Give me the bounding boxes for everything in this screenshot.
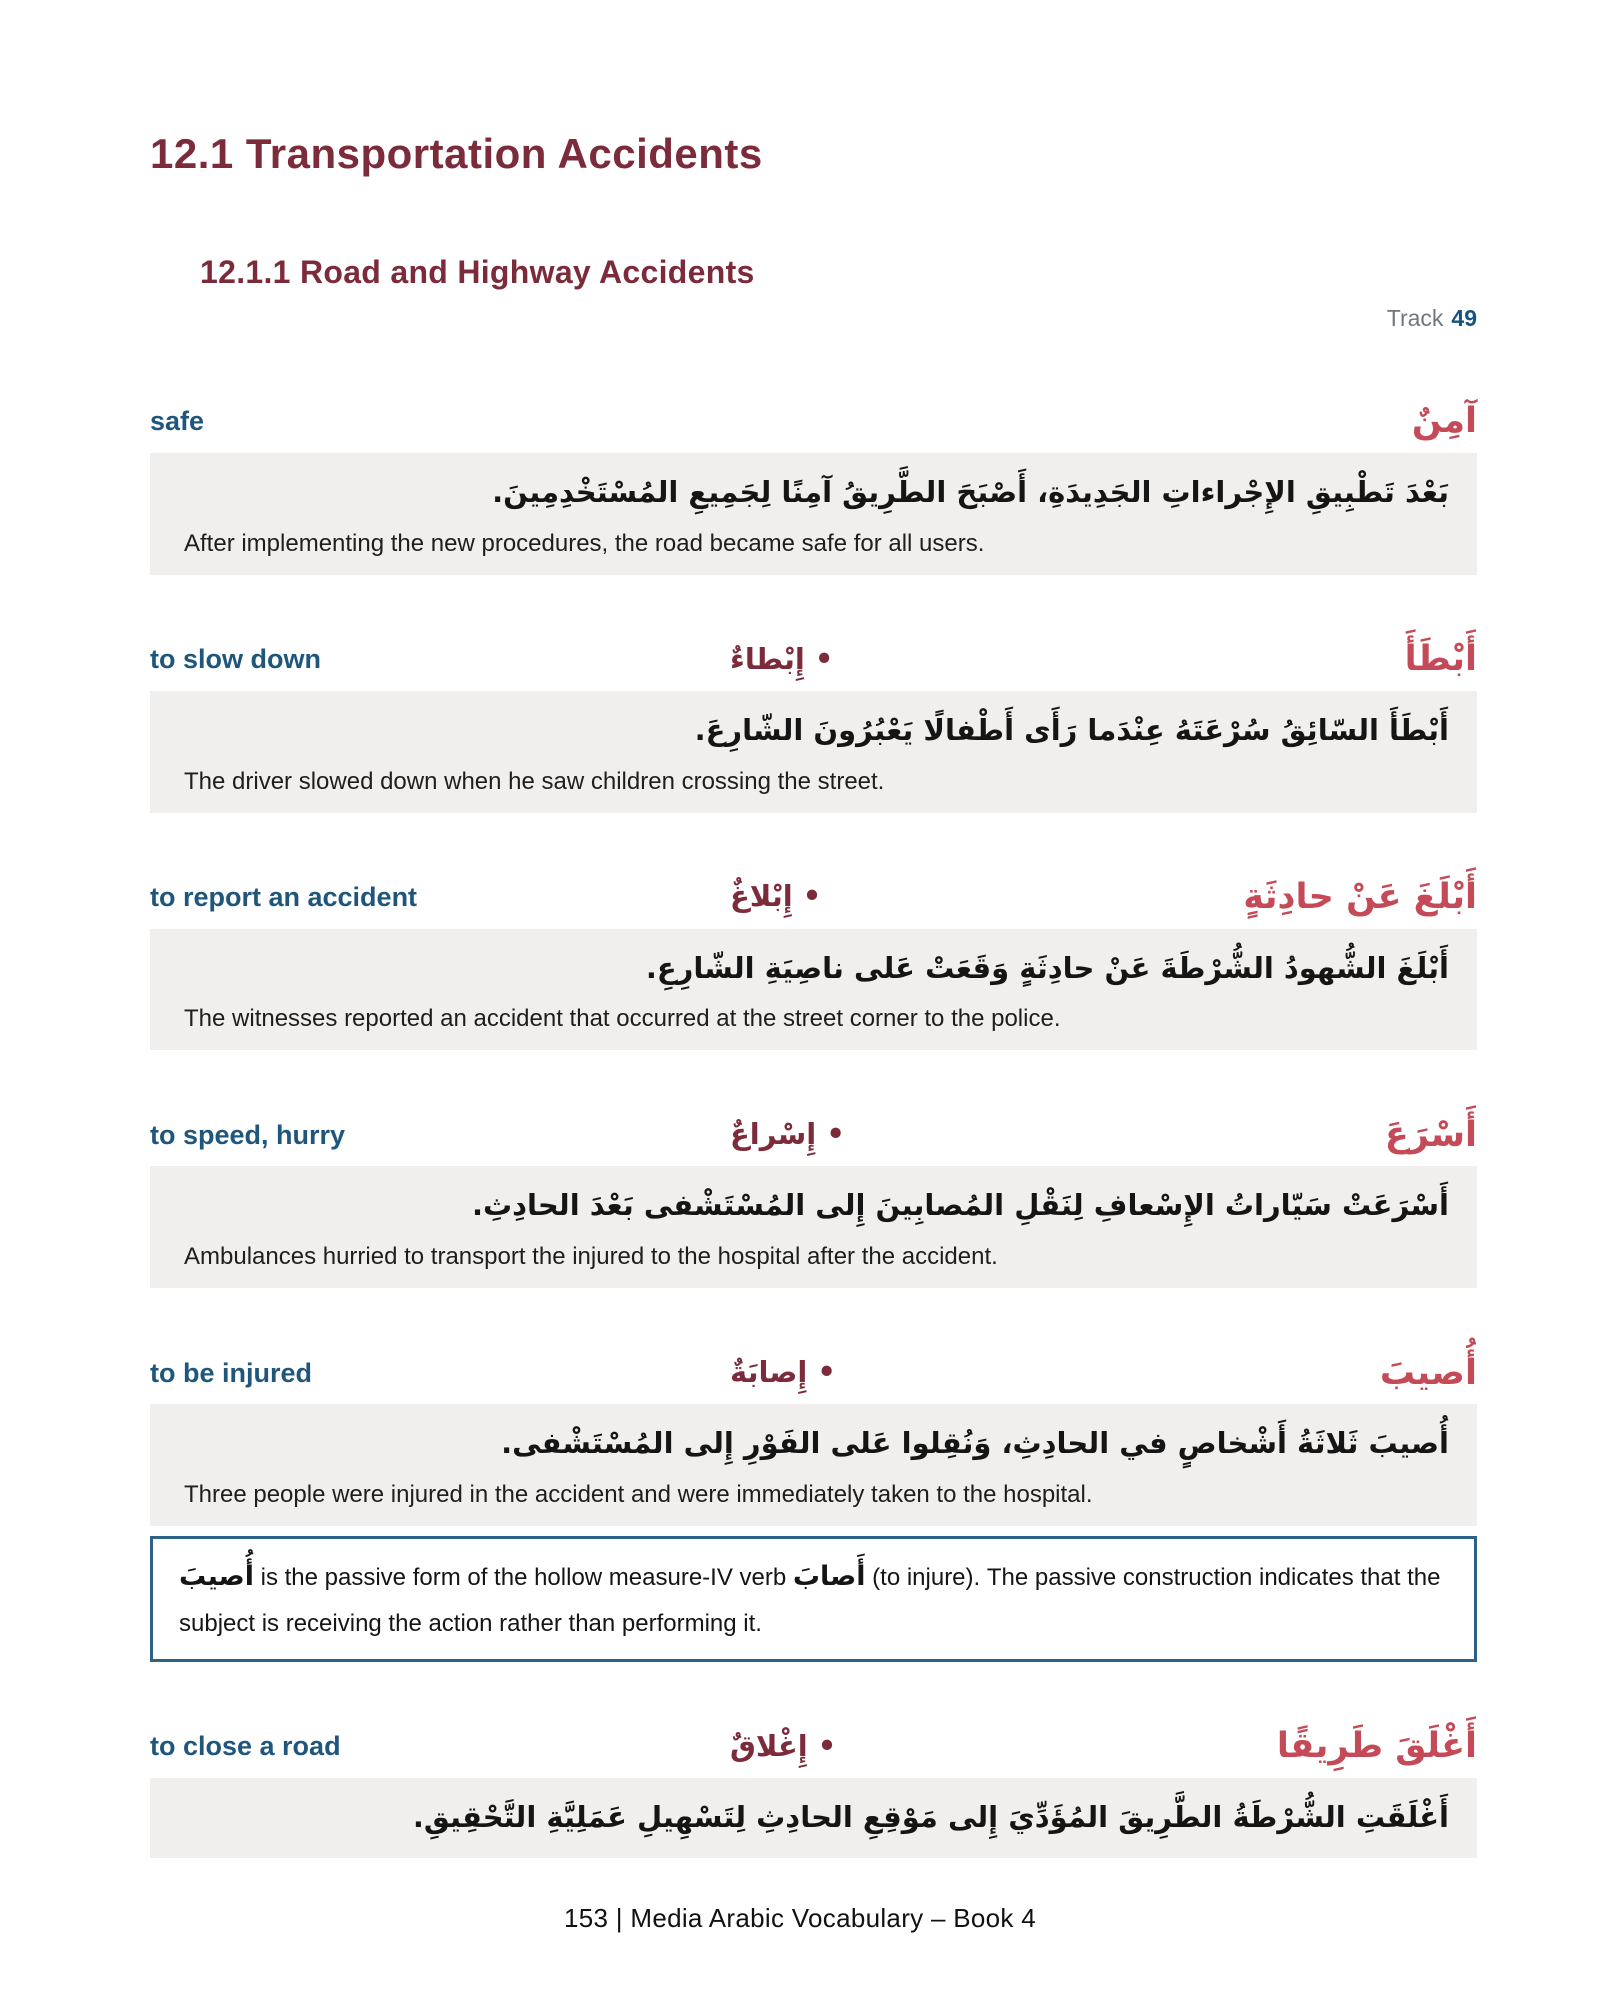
example-box xyxy=(150,929,1477,1051)
grammar-note xyxy=(150,1536,1477,1662)
vocab-entry xyxy=(150,843,1477,1051)
headword-arabic: أَغْلَقَ طَرِيقًا xyxy=(1276,1726,1477,1767)
english-gloss: to close a road xyxy=(150,1731,341,1762)
verbal-noun-arabic: • إِبْلاغٌ xyxy=(730,879,822,914)
verbal-noun-arabic: • إِسْراعٌ xyxy=(730,1117,845,1152)
verbal-noun-arabic: • إِغْلاقٌ xyxy=(730,1728,837,1763)
example-translation-english: Ambulances hurried to transport the injured to the hospital after the accident. xyxy=(184,1243,998,1271)
example-translation-english: The witnesses reported an accident that occurred at the street corner to the police. xyxy=(184,1005,1061,1033)
example-box xyxy=(150,691,1477,813)
vocab-entry-header xyxy=(150,1692,1477,1772)
example-sentence-arabic: أَبْطَأَ السّائِقُ سُرْعَتَهُ عِنْدَما رَأَى أَطْفالًا يَعْبُرُونَ الشّارِعَ. xyxy=(694,712,1449,747)
example-sentence-arabic: أَسْرَعَتْ سَيّاراتُ الإِسْعافِ لِنَقْلِ المُصابِينَ إِلى المُسْتَشْفى بَعْدَ الحادِثِ. xyxy=(471,1188,1449,1223)
example-sentence-arabic: أُصيبَ ثَلاثَةُ أَشْخاصٍ في الحادِثِ، وَنُقِلوا عَلى الفَوْرِ إِلى المُسْتَشْفى. xyxy=(501,1426,1449,1461)
example-sentence-arabic: بَعْدَ تَطْبِيقِ الإِجْراءاتِ الجَدِيدَةِ، أَصْبَحَ الطَّرِيقُ آمِنًا لِجَمِيعِ المُسْتَخْدِمِينَ. xyxy=(492,474,1449,509)
example-translation-english: The driver slowed down when he saw children crossing the street. xyxy=(184,767,885,795)
vocab-entry xyxy=(150,389,1477,575)
example-box xyxy=(150,453,1477,575)
verbal-noun-arabic: • إِبْطاءٌ xyxy=(730,641,834,676)
english-gloss: to report an accident xyxy=(150,881,418,912)
note-arabic-word: أُصيبَ xyxy=(179,1561,254,1593)
note-text-part2: (to injure). The passive construction indicates that the subject is receiving the action rather than performing it. xyxy=(179,1564,1441,1637)
example-translation-english: Three people were injured in the accident and were immediately taken to the hospital. xyxy=(184,1481,1093,1509)
vocab-entry-header xyxy=(150,843,1477,923)
headword-arabic: أَسْرَعَ xyxy=(1384,1114,1477,1155)
example-box xyxy=(150,1778,1477,1858)
english-gloss: safe xyxy=(150,406,205,437)
track-label: Track xyxy=(1386,305,1444,332)
subsection-title: 12.1.1 Road and Highway Accidents xyxy=(200,254,755,291)
vocab-entry-header xyxy=(150,1080,1477,1160)
track-indicator xyxy=(150,305,1477,333)
english-gloss: to slow down xyxy=(150,644,321,675)
note-arabic-verb: أَصابَ xyxy=(792,1561,866,1593)
vocab-entry xyxy=(150,605,1477,813)
example-box xyxy=(150,1166,1477,1288)
page-footer: 153 | Media Arabic Vocabulary – Book 4 xyxy=(564,1903,1036,1933)
example-translation-english: After implementing the new procedures, the road became safe for all users. xyxy=(184,529,985,557)
vocab-entry-header xyxy=(150,605,1477,685)
headword-arabic: أَبْطَأَ xyxy=(1404,639,1477,680)
vocab-entry xyxy=(150,1080,1477,1288)
vocab-entry xyxy=(150,1318,1477,1526)
example-box xyxy=(150,1404,1477,1526)
example-sentence-arabic: أَبْلَغَ الشُّهودُ الشُّرْطَةَ عَنْ حادِثَةٍ وَقَعَتْ عَلى ناصِيَةِ الشّارِعِ. xyxy=(645,950,1449,985)
verbal-noun-arabic: • إِصابَةٌ xyxy=(730,1355,836,1390)
example-sentence-arabic: أَغْلَقَتِ الشُّرْطَةُ الطَّرِيقَ المُؤَدِّيَ إِلى مَوْقِعِ الحادِثِ لِتَسْهِيلِ عَمَلِيَّةِ التَّحْقِيقِ. xyxy=(412,1799,1449,1834)
headword-arabic: أَبْلَغَ عَنْ حادِثَةٍ xyxy=(1243,877,1477,918)
vocab-entry xyxy=(150,1692,1477,1858)
english-gloss: to be injured xyxy=(150,1357,312,1388)
vocab-entry-header xyxy=(150,389,1477,447)
section-title: 12.1 Transportation Accidents xyxy=(150,130,763,177)
track-number: 49 xyxy=(1451,305,1477,332)
english-gloss: to speed, hurry xyxy=(150,1119,346,1150)
vocab-entry-header xyxy=(150,1318,1477,1398)
headword-arabic: أُصيبَ xyxy=(1379,1352,1477,1393)
verbal-noun-arabic xyxy=(730,441,1020,447)
note-text-part1: is the passive form of the hollow measure-IV verb xyxy=(253,1564,793,1592)
headword-arabic: آمِنٌ xyxy=(1411,401,1477,442)
